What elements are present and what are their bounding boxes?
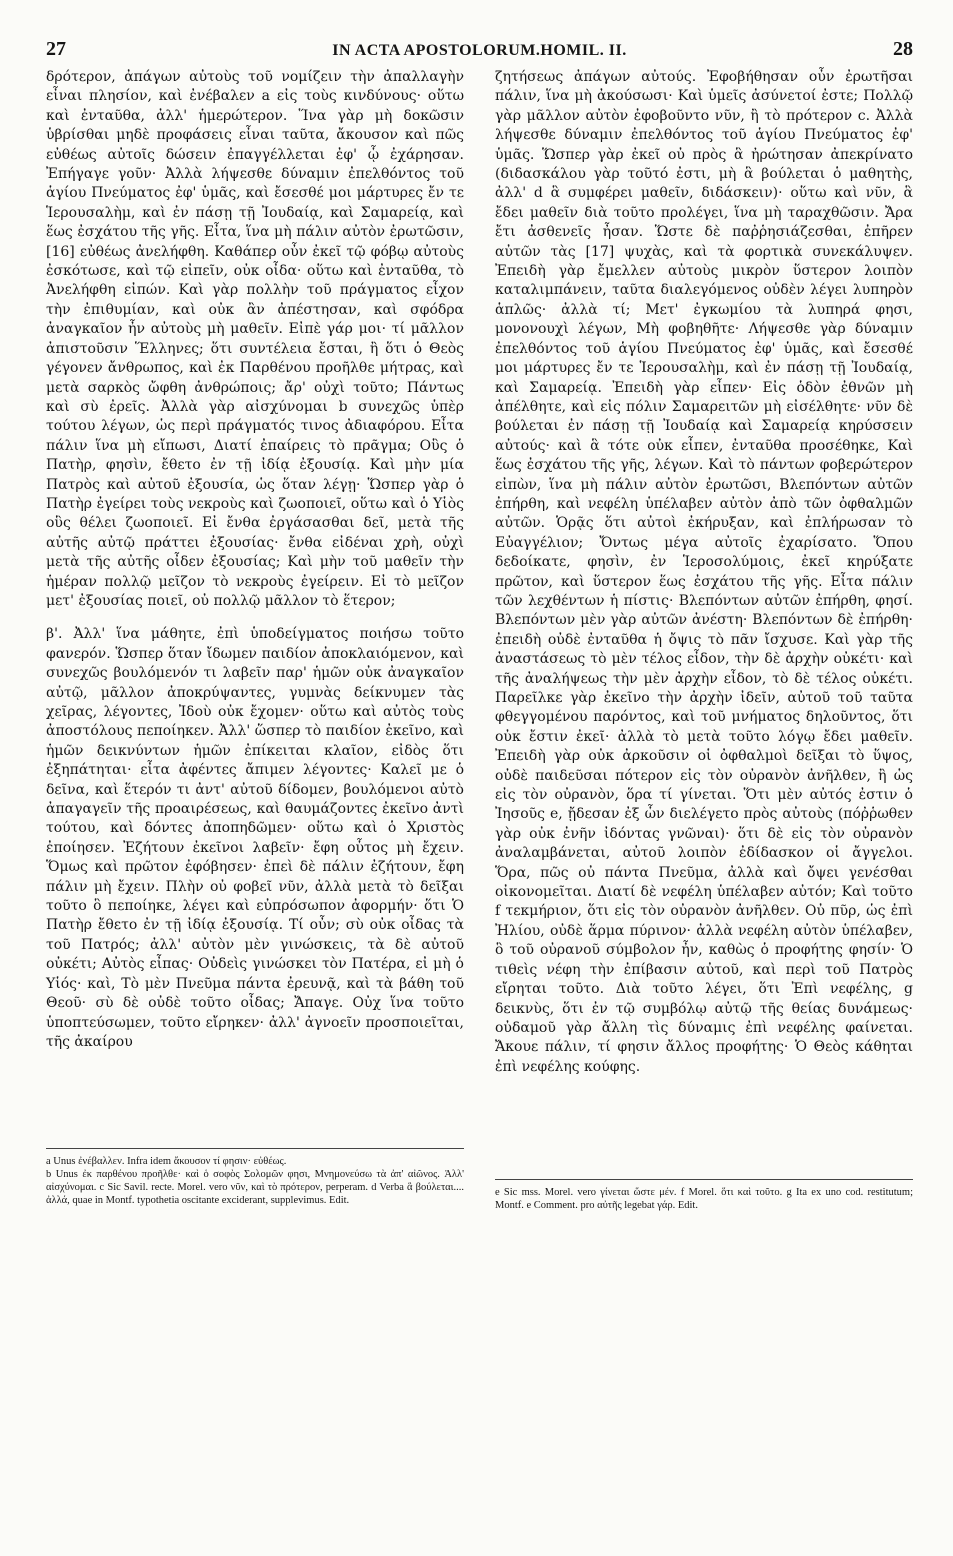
right-column	[495, 68, 913, 1212]
left-column	[46, 68, 464, 1212]
running-title: IN ACTA APOSTOLORUM.HOMIL. II.	[332, 42, 627, 59]
footnote: a Unus ἐνέβαλλεν. Infra idem ἄκουσον τί φησιν· εὐθέως.	[46, 1156, 287, 1168]
left-page-number: 27	[46, 38, 66, 60]
running-header	[46, 38, 913, 64]
body-paragraph: ζητήσεως ἀπάγων αὐτούς. Ἐφοβήθησαν οὖν ἐρωτῆσαι πάλιν, ἵνα μὴ ἀκούσωσι· Καὶ ὑμεῖς ἀσύνετοί ἐστε; Πολλῷ γὰρ μᾶλλον αὐτὸν ἐφοβοῦντο νῦν, ἢ τὸ πρότερον c. Ἀλλὰ λήψεσθε δύναμιν ἐπελθόντος τοῦ ἁγίου Πνεύματος ἐφ' ὑμᾶς. Ὥσπερ γὰρ ἐκεῖ οὐ πρὸς ἃ ἠρώτησαν ἀπεκρίνατο (διδασκάλου γὰρ τοῦτό ἐστι, μὴ ἃ βούλεται ὁ μαθητὴς, ἀλλ' d ἃ συμφέρει μαθεῖν, διδάσκειν)· οὕτω καὶ νῦν, ἃ ἔδει μαθεῖν διὰ τοῦτο προλέγει, ἵνα μὴ ταραχθῶσιν. Ἄρα ἔτι ἀσθενεῖς ἦσαν. Ὥστε δὲ παῤῥησιάζεσθαι, ἐπῆρεν αὐτῶν τὰς [17] ψυχὰς, καὶ τὰ φορτικὰ συνεκάλυψεν. Ἐπειδὴ γὰρ ἔμελλεν αὐτοὺς μικρὸν ὕστερον λοιπὸν καταλιμπάνειν, ταῦτα διαλεγόμενος οὐδὲν λέγει λυπηρὸν ἁπλῶς· ἀλλὰ τί; Μετ' ἐγκωμίου τὰ λυπηρά φησι, μονονουχὶ λέγων, Μὴ φοβηθῆτε· Λήψεσθε γὰρ δύναμιν ἐπελθόντος τοῦ ἁγίου Πνεύματος ἐφ' ὑμᾶς, καὶ ἔσεσθέ μοι μάρτυρες ἔν τε Ἱερουσαλὴμ, καὶ ἐν πάσῃ τῇ Ἰουδαίᾳ, καὶ Σαμαρείᾳ. Ἐπειδὴ γὰρ εἶπεν· Εἰς ὁδὸν ἐθνῶν μὴ ἀπέλθητε, καὶ εἰς πόλιν Σαμαρειτῶν μὴ εἰσέλθητε· νῦν δὲ βούλεται ἐν πάσῃ τῇ Ἰουδαίᾳ καὶ Σαμαρείᾳ κηρύσσειν αὐτούς· καὶ ἃ τότε οὐκ εἶπεν, ἐνταῦθα προσέθηκε, Καὶ ἕως ἐσχάτου τῆς γῆς, λέγων. Καὶ τὸ πάντων φοβερώτερον εἰπὼν, ἵνα μὴ πάλιν αὐτὸν ἐρωτῶσι, Βλεπόντων αὐτῶν ἐπήρθη, καὶ νεφέλη ὑπέλαβεν αὐτὸν ἀπὸ τῶν ὀφθαλμῶν αὐτῶν. Ὁρᾷς ὅτι αὐτοὶ ἐκήρυξαν, καὶ ἐπλήρωσαν τὸ Εὐαγγέλιον; Ὄντως μέγα αὐτοῖς ἐχαρίσατο. Ὅπου δεδοίκατε, φησὶν, ἐν Ἱεροσολύμοις, ἐκεῖ κηρύξατε πρῶτον, καὶ ὕστερον ἕως ἐσχάτου τῆς γῆς. Εἶτα πάλιν τῶν λεχθέντων ἡ πίστις· Βλεπόντων αὐτῶν ἐπήρθη, φησί. Βλεπόντων μὲν γὰρ αὐτῶν ἀνέστη· Βλεπόντων δὲ ἐπήρθη· ἐπειδὴ οὐδὲ ἐνταῦθα ἡ ὄψις τὸ πᾶν ἴσχυσε. Καὶ γὰρ τῆς ἀναστάσεως τὸ μὲν τέλος εἶδον, τὴν δὲ ἀρχὴν οὐκέτι· καὶ τῆς ἀναλήψεως τὴν μὲν ἀρχὴν εἶδον, τὸ δὲ τέλος οὐκέτι. Παρεῖλκε γὰρ ἐκεῖνο τὴν ἀρχὴν ἰδεῖν, αὐτοῦ τοῦ ταῦτα φθεγγομένου παρόντος, καὶ τοῦ μνήματος δηλοῦντος, ὅτι οὐκ ἔστιν ἐκεῖ· ἀλλὰ τὸ μετὰ τοῦτο λόγῳ ἔδει μαθεῖν. Ἐπειδὴ γὰρ οὐκ ἀρκοῦσιν οἱ ὀφθαλμοὶ δεῖξαι τὸ ὕψος, οὐδὲ παιδεῦσαι πότερον εἰς τὸν οὐρανὸν ἀνῆλθεν, ἢ ὡς εἰς τὸν οὐρανὸν, ὅρα τί γίνεται. Ὅτι μὲν αὐτός ἐστιν ὁ Ἰησοῦς e, ᾔδεσαν ἐξ ὧν διελέγετο πρὸς αὐτοὺς (πόῤῥωθεν γὰρ οὐκ ἐνῆν ἰδόντας γνῶναι)· ὅτι δὲ εἰς τὸν οὐρανὸν ἀναλαμβάνεται, αὐτοῦ λοιπὸν ἐδίδασκον οἱ ἄγγελοι. Ὅρα, πῶς οὐ πάντα Πνεῦμα, ἀλλὰ καὶ ὄψει γενέσθαι οἰκονομεῖται. Διατί δὲ νεφέλη ὑπέλαβεν αὐτόν; Καὶ τοῦτο f τεκμήριον, ὅτι εἰς τὸν οὐρανὸν ἀνῆλθεν. Οὐ πῦρ, ὡς ἐπὶ Ἠλίου, οὐδὲ ἅρμα πύρινον· ἀλλὰ νεφέλη αὐτὸν ὑπέλαβεν, ὃ τοῦ οὐρανοῦ σύμβολον ἦν, καθὼς ὁ προφήτης φησίν· Ὁ τιθεὶς νέφη τὴν ἐπίβασιν αὐτοῦ, καὶ περὶ τοῦ Πατρὸς εἴρηται τοῦτο. Διὰ τοῦτο λέγει, ὅτι Ἐπὶ νεφέλης, g δεικνὺς, ὅτι ἐν τῷ συμβόλῳ αὐτῷ τῆς θείας δυνάμεως· οὐδαμοῦ γὰρ ἄλλη τὶς δύναμις ἐπὶ νεφέλης φαίνεται. Ἄκουε πάλιν, τί φησιν ἄλλος προφήτης· Ὁ Θεὸς κάθηται ἐπὶ νεφέλης κούφης.	[495, 69, 913, 1075]
right-page-number: 28	[892, 38, 913, 60]
body-paragraph-section-2: β'. Ἀλλ' ἵνα μάθητε, ἐπὶ ὑποδείγματος ποιήσω τοῦτο φανερόν. Ὥσπερ ὅταν ἴδωμεν παιδίον ἀποκλαιόμενον, καὶ συνεχῶς βουλόμενόν τι λαβεῖν παρ' ἡμῶν οὐκ ἀναγκαῖον αὐτῷ, μᾶλλον ἀποκρύψαντες, γυμνὰς δείκνυμεν τὰς χεῖρας, λέγοντες, Ἰδοὺ οὐκ ἔχομεν· οὕτω καὶ αὐτὸς τοὺς ἀποστόλους πεποίηκεν. Ἀλλ' ὥσπερ τὸ παιδίον ἐκεῖνο, καὶ ἡμῶν δεικνύντων ἡμῶν ἐπίκειται κλαῖον, εἰδὸς ὅτι ἐξηπάτηται· εἶτα ἀφέντες ἄπιμεν λέγοντες· Καλεῖ με ὁ δεῖνα, καὶ ἕτερόν τι ἀντ' αὐτοῦ δίδομεν, βουλόμενοι αὐτὸ ἀπαγαγεῖν τῆς προαιρέσεως, καὶ θαυμάζοντες ἐκεῖνο ἀντὶ τούτου, καὶ δόντες ἀποπηδῶμεν· οὕτω καὶ ὁ Χριστὸς ἐποίησεν. Ἐζήτουν ἐκεῖνοι λαβεῖν· ἔφη οὗτος μὴ ἔχειν. Ὅμως καὶ πρῶτον ἐφόβησεν· ἐπεὶ δὲ πάλιν ἐζήτουν, ἔφη πάλιν μὴ ἔχειν. Πλὴν οὐ φοβεῖ νῦν, ἀλλὰ μετὰ τὸ δεῖξαι τοῦτο ὃ πεποίηκε, λέγει καὶ εὐπρόσωπον ἀφορμήν· ὅτι Ὁ Πατὴρ ἔθετο ἐν τῇ ἰδίᾳ ἐξουσίᾳ. Τί οὖν; σὺ οὐκ οἶδας τὰ τοῦ Πατρός; ἀλλ' αὐτὸν μὲν γινώσκεις, τὰ δὲ αὐτοῦ οὐκέτι; Αὐτὸς εἶπας· Οὐδεὶς γινώσκει τὸν Πατέρα, εἰ μὴ ὁ Υἱός· καὶ, Τὸ μὲν Πνεῦμα πάντα ἐρευνᾷ, καὶ τὰ βάθη τοῦ Θεοῦ· σὺ δὲ οὐδὲ τοῦτο οἶδας; Ἄπαγε. Οὐχ ἵνα τοῦτο ὑποπτεύσωμεν, τοῦτο εἴρηκεν· ἀλλ' ἀγνοεῖν προσποιεῖται, τῆς ἀκαίρου	[46, 626, 464, 1050]
footnotes	[495, 1179, 913, 1212]
body-paragraph: δρότερον, ἀπάγων αὐτοὺς τοῦ νομίζειν τὴν ἀπαλλαγὴν εἶναι πλησίον, καὶ ἐνέβαλεν a εἰς τοὺς κινδύνους· οὕτω καὶ ἐνταῦθα, ἀλλ' ἡμερώτερον. Ἵνα γὰρ μὴ δοκῶσιν ὑβρίσθαι μηδὲ προφάσεις εἶναι ταῦτα, ἄκουσον καὶ πῶς εὐθέως αὐτοῖς δώσειν ἐπαγγέλλεται ἐφ' ᾧ ἐχάρησαν. Ἐπήγαγε γοῦν· Ἀλλὰ λήψεσθε δύναμιν ἐπελθόντος τοῦ ἁγίου Πνεύματος ἐφ' ὑμᾶς, καὶ ἔσεσθέ μοι μάρτυρες ἔν τε Ἱερουσαλὴμ, καὶ ἐν πάσῃ τῇ Ἰουδαίᾳ, καὶ Σαμαρείᾳ, καὶ ἕως ἐσχάτου τῆς γῆς. Εἶτα, ἵνα μὴ πάλιν αὐτὸν ἐρωτῶσιν, [16] εὐθέως ἀνελήφθη. Καθάπερ οὖν ἐκεῖ τῷ φόβῳ αὐτοὺς ἐσκότωσε, καὶ τῷ εἰπεῖν, οὐκ οἶδα· οὕτω καὶ ἐνταῦθα, τὸ Ἀνελήφθη εἰπών. Καὶ γὰρ πολλὴν τοῦ πράγματος εἶχον τὴν ἐπιθυμίαν, καὶ οὐκ ἂν ἀπέστησαν, καὶ σφόδρα ἀναγκαῖον ἦν αὐτοὺς μὴ μαθεῖν. Εἰπὲ γάρ μοι· τί μᾶλλον ἀπιστοῦσιν Ἕλληνες; ὅτι συντέλεια ἔσται, ἢ ὅτι ὁ Θεὸς γέγονεν ἄνθρωπος, καὶ ἐκ Παρθένου προῆλθε μήτρας, καὶ μετὰ σαρκὸς ὤφθη ἀνθρώποις; ἄρ' οὐχὶ τοῦτο; Πάντως καὶ σὺ ἐρεῖς. Ἀλλὰ γὰρ αἰσχύνομαι b συνεχῶς ὑπὲρ τούτου λέγων, ὡς περὶ πράγματός τινος ἀδιαφόρου. Εἶτα πάλιν ἵνα μὴ εἴπωσι, Διατί ἐπαίρεις τὸ πρᾶγμα; Οὓς ὁ Πατὴρ, φησὶν, ἔθετο ἐν τῇ ἰδίᾳ ἐξουσίᾳ. Καὶ μὴν μία Πατρὸς καὶ αὐτοῦ ἐξουσία, ὡς ὅταν λέγῃ· Ὥσπερ γὰρ ὁ Πατὴρ ἐγείρει τοὺς νεκροὺς καὶ ζωοποιεῖ, οὕτω καὶ ὁ Υἱὸς οὓς θέλει ζωοποιεῖ. Εἰ ἔνθα ἐργάσασθαι δεῖ, μετὰ τῆς αὐτῆς αὐτῷ πράττει ἐξουσίας· ἔνθα εἰδέναι χρὴ, οὐχὶ μετὰ τῆς αὐτῆς οἶδεν ἐξουσίας; Καὶ μὴν τοῦ μαθεῖν τὴν ἡμέραν πολλῷ μεῖζον τὸ νεκροὺς ἐγείρειν. Εἰ τὸ μεῖζον μετ' ἐξουσίας ποιεῖ, οὐ πολλῷ μᾶλλον τὸ ἕτερον;	[46, 69, 464, 609]
footnote: e Sic mss. Morel. vero γίνεται ὥστε μέν. f Morel. ὅτι καὶ τοῦτο. g Ita ex uno cod. restitutum; Montf. e Comment. pro αὐτῆς legebat γάρ. Edit.	[495, 1187, 913, 1212]
footnotes	[46, 1148, 464, 1207]
footnote: b Unus ἐκ παρθένου προῆλθε· καὶ ὁ σοφὸς Σολομῶν φησι, Μνημονεύσω τὰ ἀπ' αἰῶνος. Ἀλλ' αἰσχύνομαι. c Sic Savil. recte. Morel. vero νῦν, καὶ τὸ πρότερον, perperam. d Verba ἃ βούλεται.... ἀλλά, quae in Montf. typothetia oscitante exciderant, supplevimus. Edit.	[46, 1169, 464, 1207]
text-columns	[46, 68, 913, 1212]
